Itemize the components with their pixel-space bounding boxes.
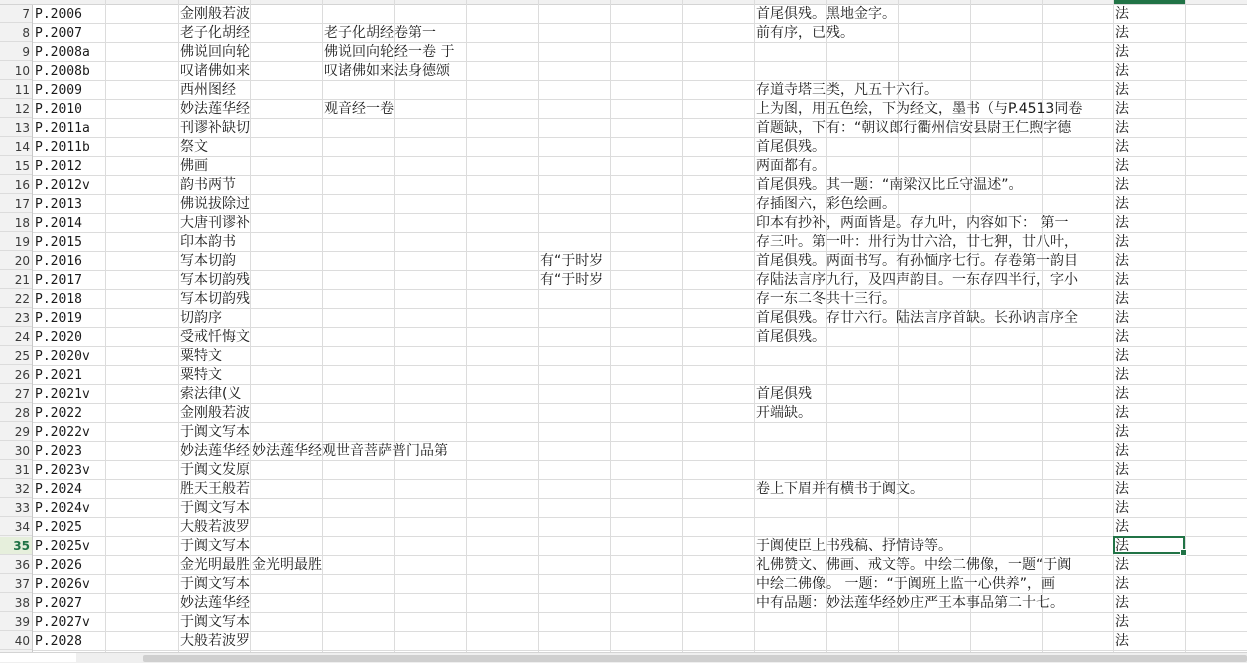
cell-title[interactable]: 粟特文	[180, 348, 222, 364]
cell-lang[interactable]: 法	[1115, 253, 1129, 269]
cell-title[interactable]: 粟特文	[180, 367, 222, 383]
cell-title[interactable]: 于阗文写本	[180, 576, 250, 592]
row-header[interactable]: 35	[0, 537, 32, 555]
cell-note[interactable]: 前有序，已残。	[756, 25, 854, 41]
cell-title[interactable]: 于阗文写本	[180, 500, 250, 516]
cell-title[interactable]: 金刚般若波	[180, 6, 250, 22]
cell-lang[interactable]: 法	[1115, 120, 1129, 136]
row-header[interactable]: 11	[0, 81, 32, 99]
row-header[interactable]: 28	[0, 404, 32, 422]
cell-id[interactable]: P.2012v	[35, 178, 90, 193]
cell-title[interactable]: 胜天王般若	[180, 481, 250, 497]
cell-title[interactable]: 妙法莲华经	[180, 101, 250, 117]
selected-cell[interactable]	[1113, 536, 1185, 554]
cell-lang[interactable]: 法	[1115, 500, 1129, 516]
cell-c3[interactable]: 金光明最胜	[252, 557, 322, 573]
cell-id[interactable]: P.2024v	[35, 501, 90, 516]
cell-note[interactable]: 首题缺，下有：“朝议郎行衢州信安县尉王仁煦字德	[756, 120, 1072, 136]
cell-lang[interactable]: 法	[1115, 272, 1129, 288]
cell-id[interactable]: P.2013	[35, 197, 82, 212]
cell-note[interactable]: 于阗使臣上书残稿、抒情诗等。	[756, 538, 952, 554]
cell-lang[interactable]: 法	[1115, 177, 1129, 193]
cell-note[interactable]: 首尾俱残。其一题：“南梁汉比丘守温述”。	[756, 177, 1023, 193]
cell-id[interactable]: P.2020v	[35, 349, 90, 364]
cell-title[interactable]: 于阗文写本	[180, 538, 250, 554]
cell-title[interactable]: 大唐刊谬补	[180, 215, 250, 231]
cell-lang[interactable]: 法	[1115, 82, 1129, 98]
cell-lang[interactable]: 法	[1115, 348, 1129, 364]
row-header[interactable]: 20	[0, 252, 32, 270]
cell-title[interactable]: 金刚般若波	[180, 405, 250, 421]
cell-note[interactable]: 中有品题：妙法莲华经妙庄严王本事品第二十七。	[756, 595, 1064, 611]
fill-handle[interactable]	[1180, 549, 1187, 556]
cell-c4[interactable]: 叹诸佛如来法身德颂	[324, 63, 450, 79]
cell-note[interactable]: 首尾俱残。存廿六行。陆法言序首缺。长孙讷言序全	[756, 310, 1078, 326]
cell-id[interactable]: P.2028	[35, 634, 82, 649]
cell-lang[interactable]: 法	[1115, 538, 1129, 554]
cell-title[interactable]: 写本切韵	[180, 253, 236, 269]
row-header[interactable]: 31	[0, 461, 32, 479]
cell-note[interactable]: 印本有抄补，两面皆是。存九叶，内容如下： 第一	[756, 215, 1069, 231]
cell-title[interactable]: 受戒忏悔文	[180, 329, 250, 345]
row-header[interactable]: 14	[0, 138, 32, 156]
row-header[interactable]: 34	[0, 518, 32, 536]
cell-lang[interactable]: 法	[1115, 481, 1129, 497]
cell-lang[interactable]: 法	[1115, 329, 1129, 345]
cell-note[interactable]: 首尾俱残。	[756, 329, 826, 345]
cell-c4[interactable]: 佛说回向轮经一卷 于	[324, 44, 455, 60]
cell-id[interactable]: P.2024	[35, 482, 82, 497]
cell-c4[interactable]: 观音经一卷	[324, 101, 394, 117]
cell-id[interactable]: P.2008a	[35, 45, 90, 60]
cell-lang[interactable]: 法	[1115, 462, 1129, 478]
cell-id[interactable]: P.2019	[35, 311, 82, 326]
cell-lang[interactable]: 法	[1115, 6, 1129, 22]
row-header[interactable]: 16	[0, 176, 32, 194]
cell-title[interactable]: 切韵序	[180, 310, 222, 326]
cell-id[interactable]: P.2011b	[35, 140, 90, 155]
row-header[interactable]: 17	[0, 195, 32, 213]
cell-title[interactable]: 西州图经	[180, 82, 236, 98]
cell-id[interactable]: P.2023	[35, 444, 82, 459]
row-header[interactable]: 19	[0, 233, 32, 251]
cell-note[interactable]: 中绘二佛像。 一题：“于阗班上监一心供养”，画	[756, 576, 1055, 592]
cell-title[interactable]: 大般若波罗	[180, 519, 250, 535]
cell-id[interactable]: P.2010	[35, 102, 82, 117]
cell-id[interactable]: P.2027v	[35, 615, 90, 630]
cell-title[interactable]: 佛画	[180, 158, 208, 174]
row-header[interactable]: 39	[0, 613, 32, 631]
row-header[interactable]: 13	[0, 119, 32, 137]
row-header[interactable]: 7	[0, 5, 32, 23]
cell-lang[interactable]: 法	[1115, 386, 1129, 402]
cell-note[interactable]: 首尾俱残。两面书写。有孙愐序七行。存卷第一韵目	[756, 253, 1078, 269]
cell-note[interactable]: 卷上下眉并有横书于阗文。	[756, 481, 924, 497]
row-header[interactable]: 30	[0, 442, 32, 460]
cell-lang[interactable]: 法	[1115, 139, 1129, 155]
cell-title[interactable]: 佛说拔除过	[180, 196, 250, 212]
cell-title[interactable]: 妙法莲华经	[180, 595, 250, 611]
cell-lang[interactable]: 法	[1115, 44, 1129, 60]
cell-id[interactable]: P.2025v	[35, 539, 90, 554]
cell-title[interactable]: 妙法莲华经	[180, 443, 250, 459]
cell-title[interactable]: 大般若波罗	[180, 633, 250, 649]
cell-lang[interactable]: 法	[1115, 405, 1129, 421]
row-header[interactable]: 12	[0, 100, 32, 118]
cell-title[interactable]: 韵书两节	[180, 177, 236, 193]
cell-lang[interactable]: 法	[1115, 367, 1129, 383]
cell-id[interactable]: P.2017	[35, 273, 82, 288]
cell-c5[interactable]: 有“于时岁	[540, 253, 604, 269]
cell-lang[interactable]: 法	[1115, 291, 1129, 307]
cell-title[interactable]: 于阗文写本	[180, 614, 250, 630]
cell-id[interactable]: P.2006	[35, 7, 82, 22]
cell-id[interactable]: P.2027	[35, 596, 82, 611]
cell-id[interactable]: P.2023v	[35, 463, 90, 478]
row-header[interactable]: 24	[0, 328, 32, 346]
cell-id[interactable]: P.2007	[35, 26, 82, 41]
cell-id[interactable]: P.2020	[35, 330, 82, 345]
cell-lang[interactable]: 法	[1115, 595, 1129, 611]
row-header[interactable]: 38	[0, 594, 32, 612]
row-header[interactable]: 18	[0, 214, 32, 232]
cell-note[interactable]: 上为图，用五色绘，下为经文，墨书（与P.4513同卷	[756, 101, 1083, 117]
cell-lang[interactable]: 法	[1115, 633, 1129, 649]
row-header-column[interactable]	[0, 5, 33, 652]
row-header[interactable]: 29	[0, 423, 32, 441]
cell-lang[interactable]: 法	[1115, 576, 1129, 592]
row-header[interactable]: 26	[0, 366, 32, 384]
cell-lang[interactable]: 法	[1115, 310, 1129, 326]
row-header[interactable]: 22	[0, 290, 32, 308]
cell-note[interactable]: 开端缺。	[756, 405, 812, 421]
cell-id[interactable]: P.2021v	[35, 387, 90, 402]
cell-id[interactable]: P.2018	[35, 292, 82, 307]
cell-note[interactable]: 存插图六，彩色绘画。	[756, 196, 896, 212]
cell-note[interactable]: 首尾俱残。黑地金字。	[756, 6, 896, 22]
cell-c5[interactable]: 有“于时岁	[540, 272, 604, 288]
cell-note[interactable]: 首尾俱残。	[756, 139, 826, 155]
cell-title[interactable]: 老子化胡经	[180, 25, 250, 41]
cell-id[interactable]: P.2021	[35, 368, 82, 383]
row-header[interactable]: 9	[0, 43, 32, 61]
cell-note[interactable]: 存一东二冬共十三行。	[756, 291, 896, 307]
cell-c3[interactable]: 妙法莲华经观世音菩萨普门品第	[252, 443, 448, 459]
cell-title[interactable]: 写本切韵残	[180, 291, 250, 307]
cell-lang[interactable]: 法	[1115, 215, 1129, 231]
cell-note[interactable]: 存陆法言序九行，及四声韵目。一东存四半行，字小	[756, 272, 1078, 288]
cell-note[interactable]: 两面都有。	[756, 158, 826, 174]
cell-note[interactable]: 礼佛赞文、佛画、戒文等。中绘二佛像，一题“于阗	[756, 557, 1072, 573]
cell-id[interactable]: P.2008b	[35, 64, 90, 79]
row-header[interactable]: 36	[0, 556, 32, 574]
row-header[interactable]: 8	[0, 24, 32, 42]
row-header[interactable]: 25	[0, 347, 32, 365]
cell-id[interactable]: P.2022	[35, 406, 82, 421]
cell-title[interactable]: 刊谬补缺切	[180, 120, 250, 136]
cell-title[interactable]: 于阗文写本	[180, 424, 250, 440]
cell-id[interactable]: P.2026v	[35, 577, 90, 592]
row-header[interactable]: 40	[0, 632, 32, 650]
cell-lang[interactable]: 法	[1115, 101, 1129, 117]
row-header[interactable]: 21	[0, 271, 32, 289]
cell-note[interactable]: 首尾俱残	[756, 386, 812, 402]
cell-id[interactable]: P.2012	[35, 159, 82, 174]
row-header[interactable]: 37	[0, 575, 32, 593]
active-column-indicator	[1113, 0, 1186, 4]
cell-title[interactable]: 于阗文发原	[180, 462, 250, 478]
cell-lang[interactable]: 法	[1115, 234, 1129, 250]
cell-note[interactable]: 存三叶。第一叶：卅行为廿六洽，廿七狎，廿八叶，	[756, 234, 1078, 250]
cell-lang[interactable]: 法	[1115, 614, 1129, 630]
cell-id[interactable]: P.2011a	[35, 121, 90, 136]
cell-title[interactable]: 索法律(义	[180, 386, 242, 402]
cell-id[interactable]: P.2009	[35, 83, 82, 98]
scrollbar-thumb[interactable]	[143, 655, 1247, 662]
row-header[interactable]: 32	[0, 480, 32, 498]
cell-id[interactable]: P.2016	[35, 254, 82, 269]
cell-title[interactable]: 叹诸佛如来	[180, 63, 250, 79]
cell-lang[interactable]: 法	[1115, 63, 1129, 79]
cell-lang[interactable]: 法	[1115, 25, 1129, 41]
cell-lang[interactable]: 法	[1115, 158, 1129, 174]
cell-title[interactable]: 印本韵书	[180, 234, 236, 250]
cell-title[interactable]: 金光明最胜	[180, 557, 250, 573]
cell-id[interactable]: P.2014	[35, 216, 82, 231]
row-header[interactable]: 33	[0, 499, 32, 517]
cell-id[interactable]: P.2026	[35, 558, 82, 573]
sheet-tab-area	[0, 653, 76, 662]
row-header[interactable]: 23	[0, 309, 32, 327]
cell-lang[interactable]: 法	[1115, 424, 1129, 440]
cell-title[interactable]: 祭文	[180, 139, 208, 155]
cell-note[interactable]: 存道寺塔三类，凡五十六行。	[756, 82, 938, 98]
cell-title[interactable]: 佛说回向轮	[180, 44, 250, 60]
cell-lang[interactable]: 法	[1115, 196, 1129, 212]
cell-lang[interactable]: 法	[1115, 443, 1129, 459]
cell-title[interactable]: 写本切韵残	[180, 272, 250, 288]
row-header[interactable]: 15	[0, 157, 32, 175]
cell-c4[interactable]: 老子化胡经卷第一	[324, 25, 436, 41]
cell-id[interactable]: P.2015	[35, 235, 82, 250]
cell-lang[interactable]: 法	[1115, 519, 1129, 535]
cell-id[interactable]: P.2022v	[35, 425, 90, 440]
row-header[interactable]: 10	[0, 62, 32, 80]
horizontal-scrollbar[interactable]	[0, 652, 1247, 663]
row-header[interactable]: 27	[0, 385, 32, 403]
cell-id[interactable]: P.2025	[35, 520, 82, 535]
cell-lang[interactable]: 法	[1115, 557, 1129, 573]
